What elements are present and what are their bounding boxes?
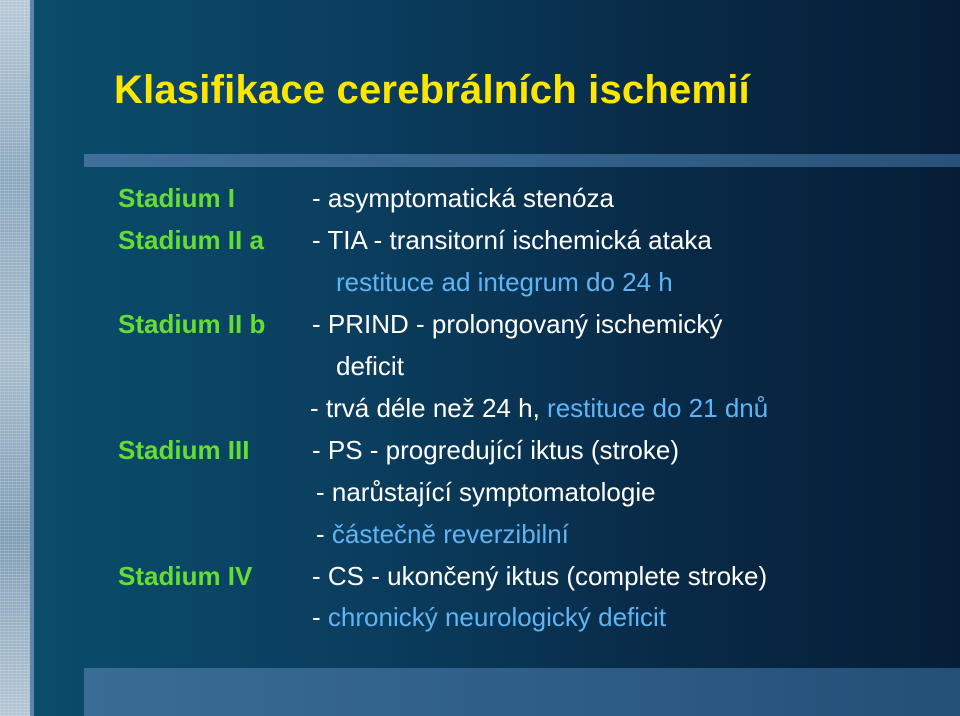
bottom-decorative-bar (84, 668, 960, 716)
line-progressing-stroke: - PS - progredující iktus (stroke) (312, 435, 679, 465)
stage-label-3: Stadium III (118, 435, 250, 465)
slide-title: Klasifikace cerebrálních ischemií (114, 68, 750, 112)
title-underline-bar (84, 154, 960, 167)
line-complete-stroke: - CS - ukončený iktus (complete stroke) (312, 561, 768, 591)
line-restitution-24h: restituce ad integrum do 24 h (336, 267, 673, 297)
stage-label-4: Stadium IV (118, 561, 253, 591)
stage-label-1: Stadium I (118, 183, 236, 213)
line-duration-restitution: restituce do 21 dnů (547, 393, 769, 423)
line-chronic-deficit (312, 602, 666, 632)
line-asymptomatic: - asymptomatická stenóza (312, 183, 615, 213)
line-chronic-deficit-dash: - (312, 602, 321, 632)
line-deficit: deficit (336, 351, 404, 381)
line-duration-text: - trvá déle než 24 h, (310, 393, 540, 423)
line-tia: - TIA - transitorní ischemická ataka (312, 225, 712, 255)
line-partially-reversible (316, 519, 569, 549)
stage-label-2b: Stadium II b (118, 309, 266, 339)
stage-label-2a: Stadium II a (118, 225, 264, 255)
line-increasing-symptoms: - narůstající symptomatologie (316, 477, 656, 507)
line-partially-reversible-text: částečně reverzibilní (331, 519, 569, 549)
line-partially-reversible-dash: - (316, 519, 325, 549)
decorative-left-strip (0, 0, 30, 716)
line-duration (310, 393, 768, 423)
line-prind: - PRIND - prolongovaný ischemický (312, 309, 723, 339)
line-chronic-deficit-text: chronický neurologický deficit (327, 602, 667, 632)
decorative-left-strip-edge (30, 0, 34, 716)
